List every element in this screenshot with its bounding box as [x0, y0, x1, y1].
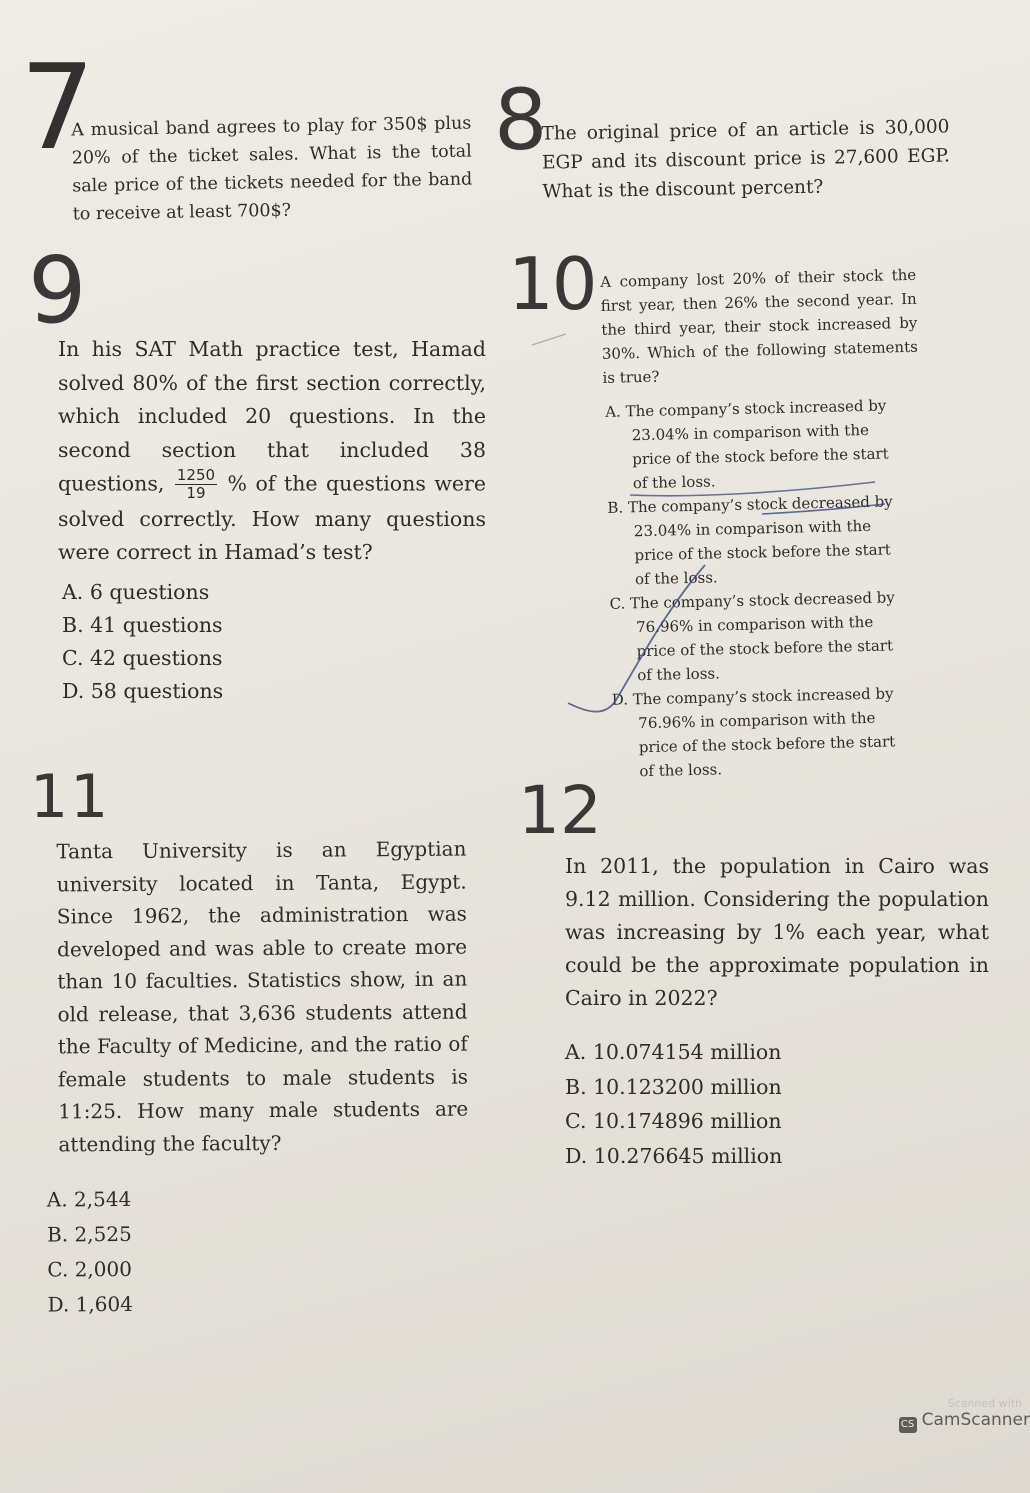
q9-options: [62, 576, 486, 708]
q12-option-a: A. 10.074154 million: [565, 1040, 782, 1064]
q9-option-d: D. 58 questions: [62, 678, 224, 703]
watermark-scanned-with: Scanned with: [947, 1397, 1022, 1410]
q8-block: [541, 112, 950, 206]
q11-block: [46, 833, 469, 1323]
q12-option-d: D. 10.276645 million: [565, 1143, 783, 1168]
scanner-watermark: [899, 1397, 1030, 1433]
q10-option-b: B. The company’s stock decreased by 23.04% in comparison with the price of the stock before the start of the loss.: [607, 492, 893, 589]
q9-option-c: C. 42 questions: [62, 645, 223, 670]
q9-text-before: In his SAT Math practice test, Hamad solved 80% of the first section correctly, which included 20 questions. In the second section that included 38 questions,: [58, 337, 486, 496]
q9-fraction-denominator: 19: [186, 484, 206, 503]
q12-text: In 2011, the population in Cairo was 9.12 million. Considering the population was increasing by 1% each year, what could be the approximate population in Cairo in 2022?: [565, 854, 989, 1010]
q10-options: [601, 393, 928, 784]
watermark-brand: [899, 1410, 1030, 1433]
q10-option-a: A. The company’s stock increased by 23.04% in comparison with the price of the stock before the start of the loss.: [605, 396, 889, 493]
q10-number: 10: [508, 242, 596, 326]
q7-text: A musical band agrees to play for 350$ plus 20% of the ticket sales. What is the total sale price of the tickets needed for the band to receive at least 700$?: [71, 113, 473, 225]
q10-text: A company lost 20% of their stock the first year, then 26% the second year. In the third year, their stock increased by 30%. Which of the following statements is true?: [600, 265, 919, 387]
q9-option-b: B. 41 questions: [62, 612, 223, 637]
q10-block: [598, 263, 928, 784]
q8-number: 8: [494, 71, 548, 169]
q10-option-c: C. The company’s stock decreased by 76.96% in comparison with the price of the stock before the start of the loss.: [609, 588, 895, 685]
q10-option-d: D. The company’s stock increased by 76.96% in comparison with the price of the stock before the start of the loss.: [611, 684, 896, 781]
q9-fraction: [175, 467, 217, 503]
q11-option-a: A. 2,544: [46, 1186, 132, 1212]
q8-text: The original price of an article is 30,000 EGP and its discount price is 27,600 EGP. What is the discount percent?: [541, 116, 951, 203]
q12-options: [565, 1035, 989, 1173]
q11-option-d: D. 1,604: [47, 1291, 133, 1317]
q12-option-b: B. 10.123200 million: [565, 1074, 782, 1099]
q9-option-a: A. 6 questions: [62, 579, 210, 604]
q12-block: [565, 850, 989, 1173]
q11-options: [47, 1180, 470, 1323]
q12-number: 12: [518, 772, 602, 849]
q7-block: [71, 110, 473, 229]
pen-stroke-top: [532, 334, 566, 345]
q7-number: 7: [20, 38, 96, 176]
q9-fraction-numerator: 1250: [176, 466, 216, 484]
q11-option-c: C. 2,000: [47, 1256, 132, 1282]
q9-text: [58, 333, 486, 570]
q9-block: [58, 333, 486, 708]
q11-option-b: B. 2,525: [47, 1221, 132, 1247]
q11-number: 11: [30, 762, 111, 832]
camscanner-icon: CS: [899, 1417, 917, 1433]
q9-text-after: % of the questions were solved correctly. How many questions were correct in Hamad’s test?: [58, 471, 486, 564]
q11-text: Tanta University is an Egyptian university located in Tanta, Egypt. Since 1962, the administration was developed and was able to create more than 10 faculties. Statistics show, in an old release, that 3,636 students attend the Faculty of Medicine, and the ratio of female students to male students is 11:25. How many male students are attending the faculty?: [56, 836, 469, 1156]
q9-number: 9: [28, 237, 87, 344]
watermark-brand-text: CamScanner: [921, 1410, 1030, 1430]
q12-option-c: C. 10.174896 million: [565, 1109, 782, 1133]
